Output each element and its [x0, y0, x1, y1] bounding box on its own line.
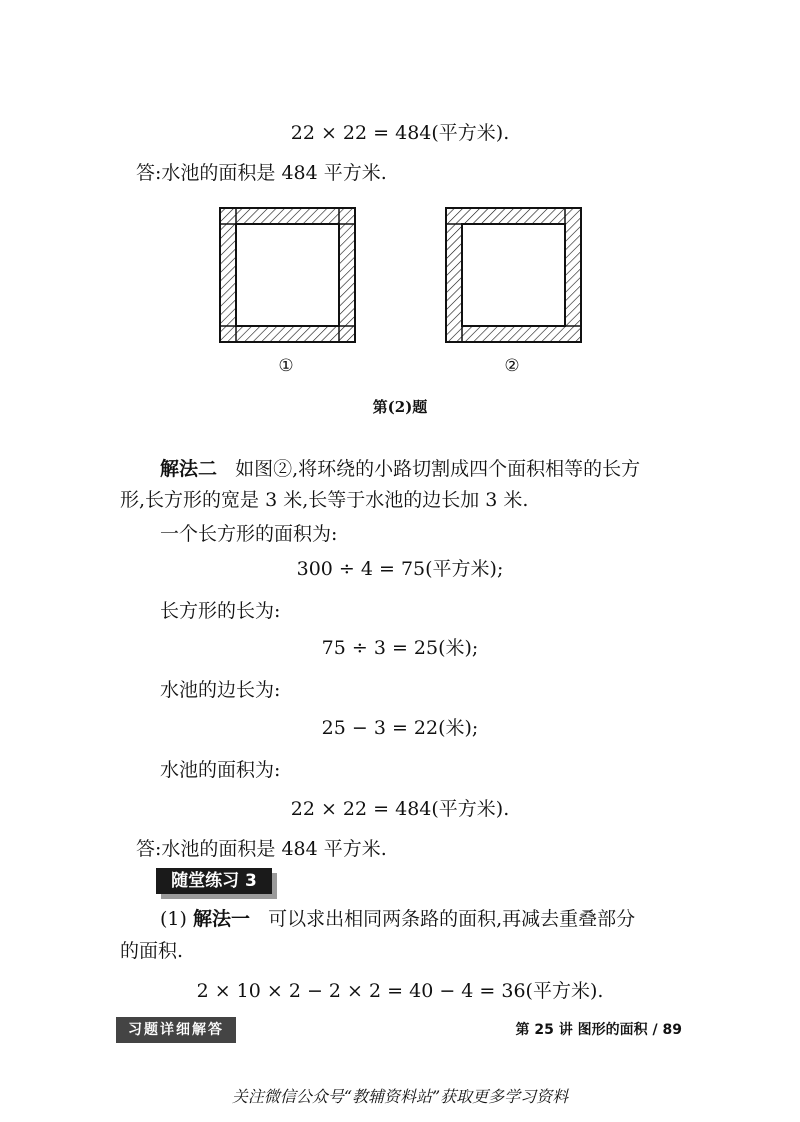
answer-1: 答:水池的面积是 484 平方米. [136, 162, 387, 184]
method2-answer: 答:水池的面积是 484 平方米. [136, 838, 387, 860]
q1-number: (1) [160, 908, 187, 930]
method2-intro-text: 如图②,将环绕的小路切割成四个面积相等的长方 [235, 458, 641, 480]
diagram-figure [0, 204, 800, 352]
practice-q1-line2: 的面积. [120, 940, 184, 962]
figure-caption: 第(2)题 [372, 398, 428, 416]
diagram-svg [0, 204, 800, 352]
practice-q1-equation: 2 × 10 × 2 − 2 × 2 = 40 − 4 = 36(平方米). [196, 980, 604, 1002]
diagram-2 [446, 208, 581, 342]
practice-badge [156, 868, 276, 898]
method2-title: 解法二 [160, 458, 218, 480]
equation-area-1: 22 × 22 = 484(平方米). [290, 122, 510, 144]
q1-text: 可以求出相同两条路的面积,再减去重叠部分 [268, 908, 636, 930]
step3-label: 水池的边长为: [160, 679, 281, 701]
step3-equation: 25 − 3 = 22(米); [321, 717, 479, 739]
step4-equation: 22 × 22 = 484(平方米). [290, 798, 510, 820]
method2-intro-line2: 形,长方形的宽是 3 米,长等于水池的边长加 3 米. [120, 489, 529, 511]
step1-equation: 300 ÷ 4 = 75(平方米); [296, 558, 504, 580]
step1-label: 一个长方形的面积为: [160, 523, 338, 545]
footer-note: 关注微信公众号“教辅资料站”获取更多学习资料 [231, 1087, 569, 1106]
q1-method: 解法一 [192, 908, 250, 930]
step4-label: 水池的面积为: [160, 759, 281, 781]
method2-intro-line1 [160, 456, 640, 482]
practice-q1-line1 [160, 906, 635, 932]
footer-page-info: 第 25 讲 图形的面积 / 89 [515, 1022, 682, 1038]
footer-section-label: 习题详细解答 [116, 1017, 236, 1043]
step2-equation: 75 ÷ 3 = 25(米); [321, 637, 479, 659]
diagram-1 [220, 208, 355, 342]
figure-label-1: ① [278, 356, 294, 376]
practice-badge-label: 随堂练习 3 [156, 868, 272, 894]
step2-label: 长方形的长为: [160, 600, 281, 622]
figure-label-2: ② [504, 356, 520, 376]
